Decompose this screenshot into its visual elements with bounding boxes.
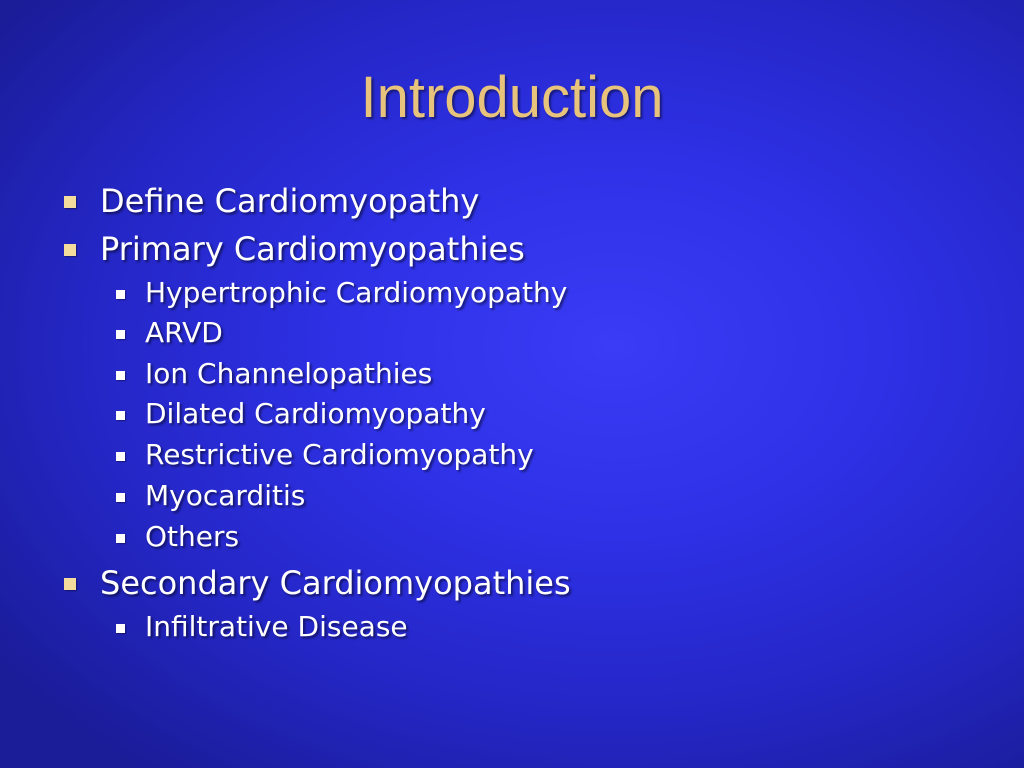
bullet-text: Define Cardiomyopathy [100, 182, 480, 220]
sub-bullet-item-arvd [145, 315, 223, 351]
sub-bullet-item-hypertrophic [145, 275, 567, 311]
square-bullet-icon [64, 196, 76, 208]
sub-bullet-item-infiltrative-disease [145, 609, 408, 645]
square-bullet-icon [116, 411, 125, 420]
square-bullet-icon [116, 452, 125, 461]
slide-title: Introduction [360, 65, 664, 130]
sub-bullet-item-restrictive [145, 437, 534, 473]
square-bullet-icon [64, 578, 76, 590]
bullet-item-secondary-cardiomyopathies [100, 563, 571, 603]
square-bullet-icon [64, 244, 76, 256]
square-bullet-icon [116, 493, 125, 502]
sub-bullet-text: Infiltrative Disease [145, 610, 408, 643]
square-bullet-icon [116, 534, 125, 543]
square-bullet-icon [116, 330, 125, 339]
sub-bullet-text: Myocarditis [145, 479, 306, 512]
sub-bullet-item-others [145, 519, 239, 555]
sub-bullet-text: ARVD [145, 316, 223, 349]
sub-bullet-item-myocarditis [145, 478, 305, 514]
sub-bullet-item-dilated [145, 396, 486, 432]
bullet-item-primary-cardiomyopathies [100, 229, 525, 269]
sub-bullet-item-ion-channelopathies [145, 356, 432, 392]
bullet-text: Primary Cardiomyopathies [100, 230, 525, 268]
square-bullet-icon [116, 371, 125, 380]
sub-bullet-text: Dilated Cardiomyopathy [145, 397, 486, 430]
sub-bullet-text: Hypertrophic Cardiomyopathy [145, 276, 568, 309]
square-bullet-icon [116, 624, 125, 633]
bullet-item-define-cardiomyopathy [100, 181, 479, 221]
sub-bullet-text: Others [145, 520, 240, 553]
sub-bullet-text: Restrictive Cardiomyopathy [145, 438, 534, 471]
sub-bullet-text: Ion Channelopathies [145, 357, 433, 390]
square-bullet-icon [116, 290, 125, 299]
bullet-text: Secondary Cardiomyopathies [100, 564, 571, 602]
